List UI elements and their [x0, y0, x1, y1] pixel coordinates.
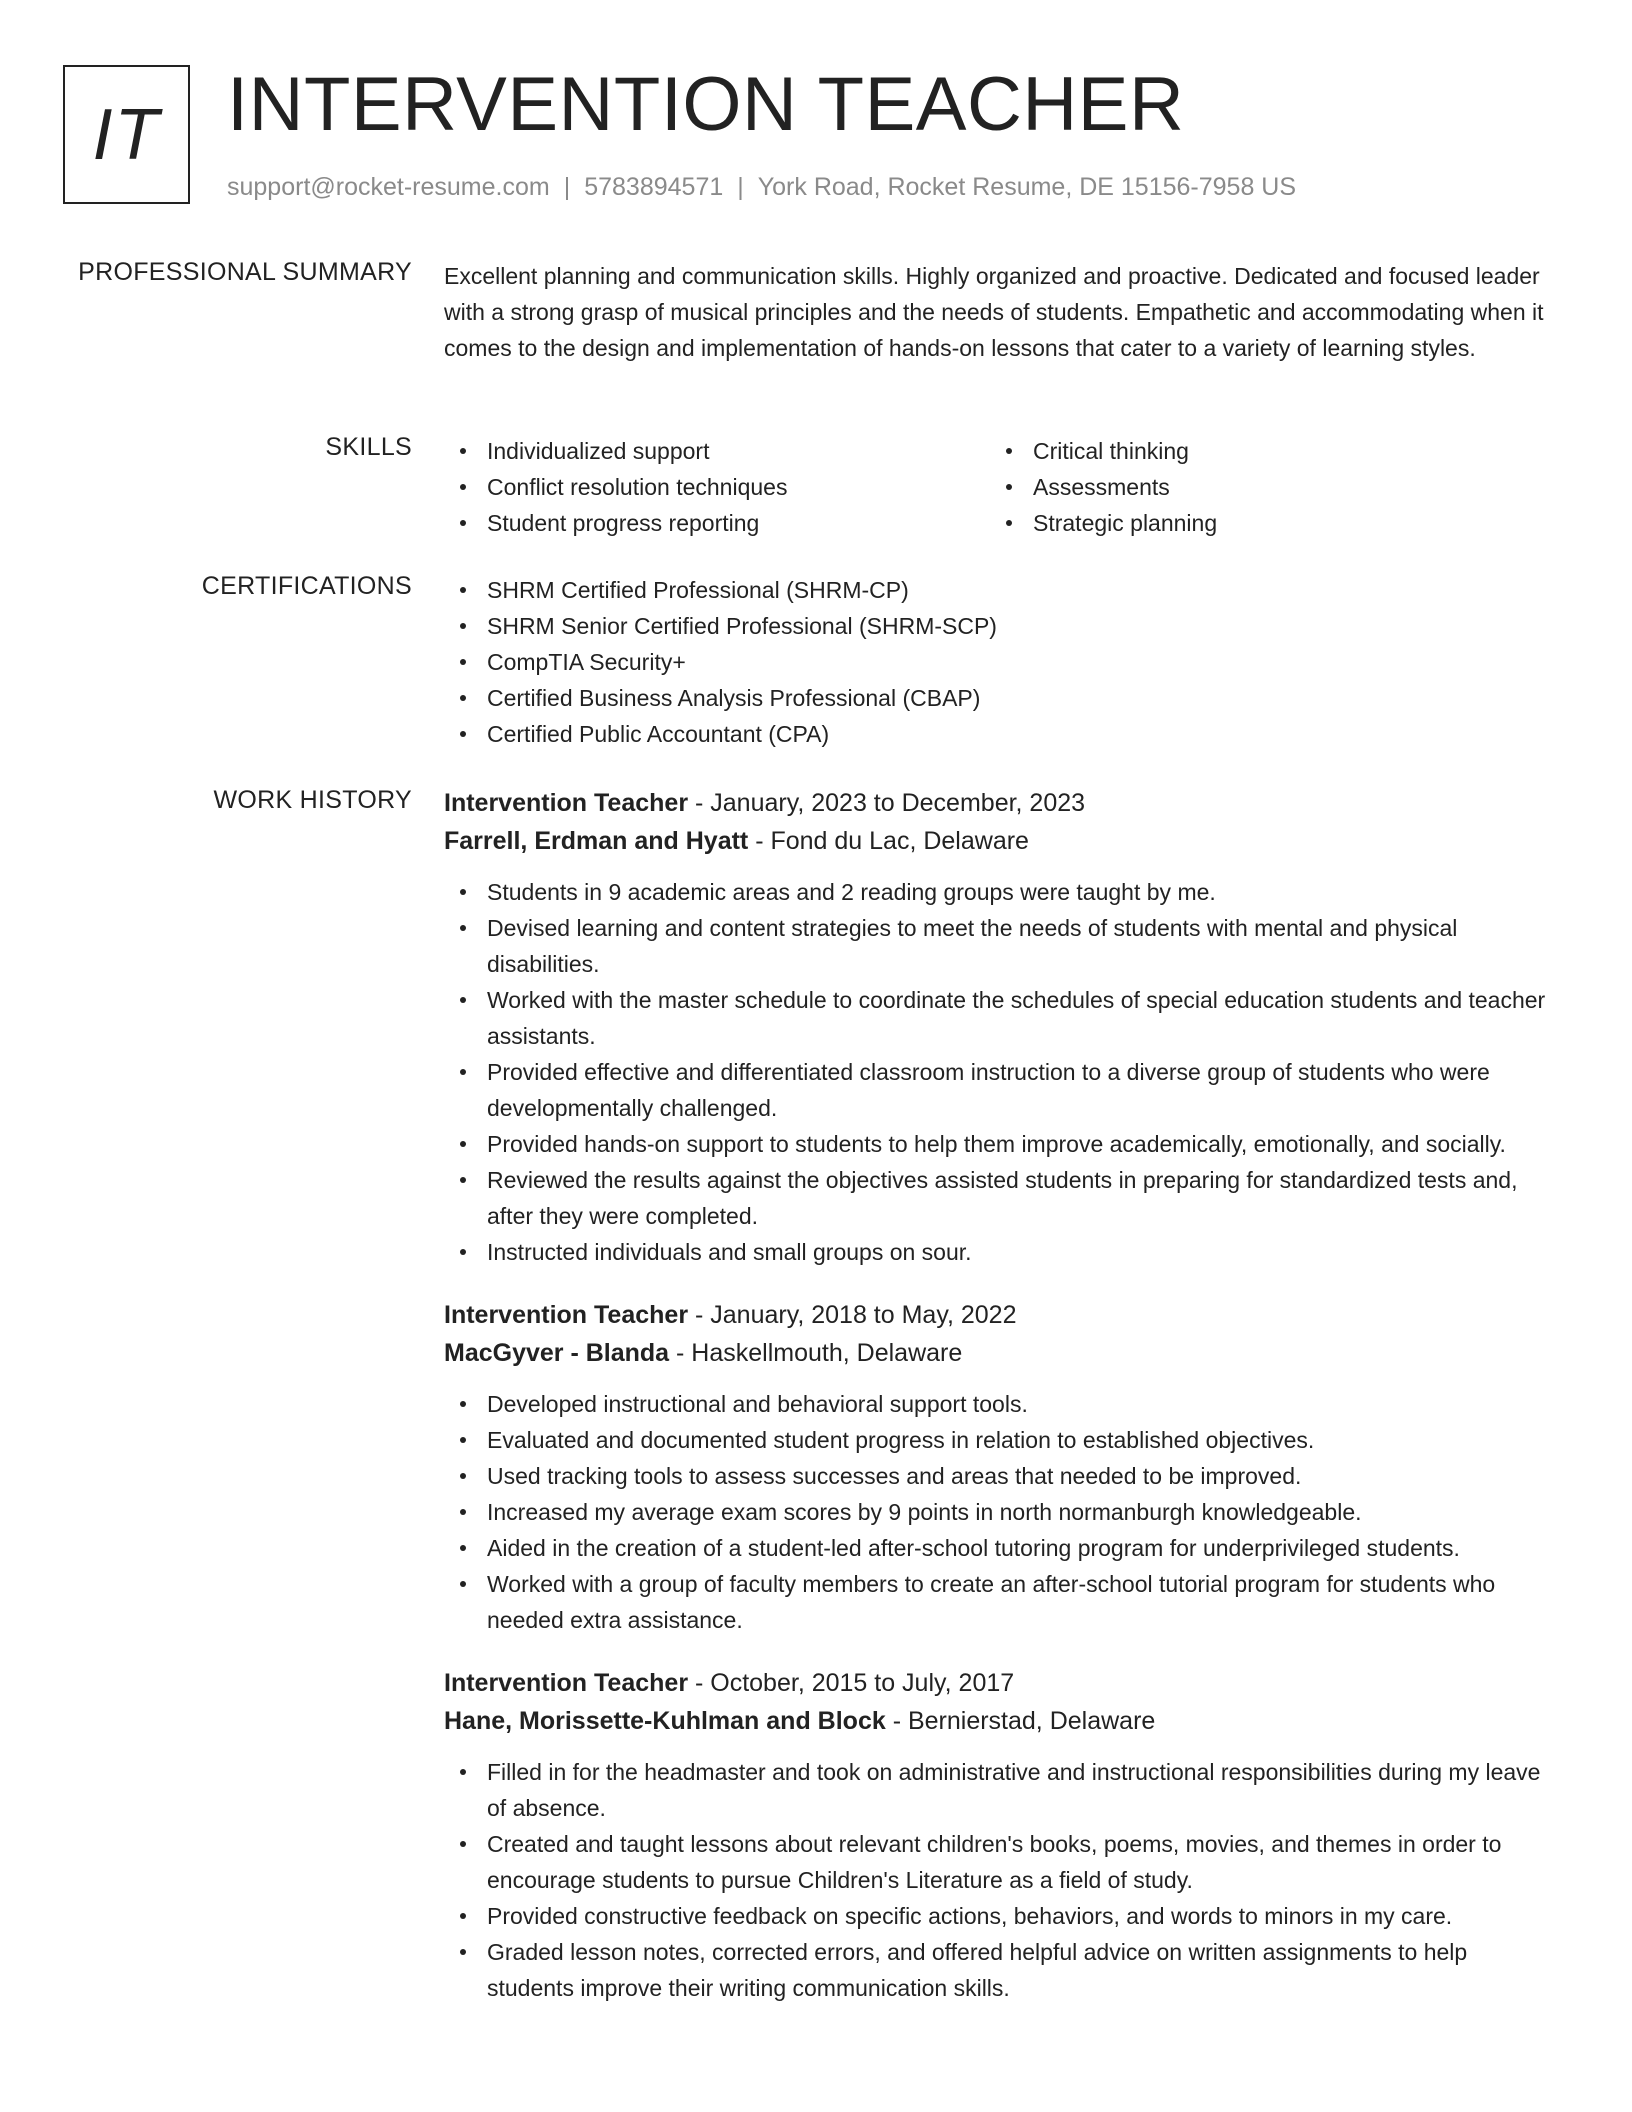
job-bullet: Provided constructive feedback on specific actions, behaviors, and words to minors in my care. — [444, 1898, 1559, 1934]
job-bullet: Graded lesson notes, corrected errors, and offered helpful advice on written assignments to help students improve their writing communication skills. — [444, 1934, 1559, 2006]
skills-list-right — [990, 433, 1536, 541]
certification-item: CompTIA Security+ — [444, 644, 1559, 680]
certification-item: Certified Public Accountant (CPA) — [444, 716, 1559, 752]
skill-item: Student progress reporting — [444, 505, 990, 541]
job-company-line — [444, 1334, 1559, 1372]
job-bullet: Aided in the creation of a student-led after-school tutoring program for underprivileged students. — [444, 1530, 1559, 1566]
certification-item: Certified Business Analysis Professional (CBAP) — [444, 680, 1559, 716]
job-entry — [444, 1296, 1559, 1638]
job-bullet: Increased my average exam scores by 9 points in north normanburgh knowledgeable. — [444, 1494, 1559, 1530]
job-role: Intervention Teacher — [444, 1669, 689, 1697]
job-role-line — [444, 1296, 1559, 1334]
job-bullets — [444, 1754, 1559, 2006]
job-role-line — [444, 1664, 1559, 1702]
work-history-title: WORK HISTORY — [213, 786, 412, 814]
skills-list-left — [444, 433, 990, 541]
job-bullets — [444, 1386, 1559, 1638]
contact-address: York Road, Rocket Resume, DE 15156-7958 US — [757, 173, 1297, 201]
skill-item: Conflict resolution techniques — [444, 469, 990, 505]
certifications-body — [444, 572, 1559, 752]
job-dates: - October, 2015 to July, 2017 — [688, 1669, 1015, 1697]
certifications-title: CERTIFICATIONS — [201, 572, 412, 600]
skill-item: Strategic planning — [990, 505, 1536, 541]
job-bullet: Devised learning and content strategies to meet the needs of students with mental and physical disabilities. — [444, 910, 1559, 982]
skill-item: Assessments — [990, 469, 1536, 505]
job-location: - Haskellmouth, Delaware — [669, 1339, 963, 1367]
certifications-list — [444, 572, 1559, 752]
job-bullets — [444, 874, 1559, 1270]
job-bullet: Worked with the master schedule to coordinate the schedules of special education students and teacher assistants. — [444, 982, 1559, 1054]
contact-phone[interactable]: 5783894571 — [584, 173, 724, 201]
job-company-line — [444, 1702, 1559, 1740]
resume-header — [63, 62, 1563, 215]
monogram-badge: IT — [63, 65, 190, 204]
job-bullet: Filled in for the headmaster and took on administrative and instructional responsibilities during my leave of absence. — [444, 1754, 1559, 1826]
job-bullet: Evaluated and documented student progress in relation to established objectives. — [444, 1422, 1559, 1458]
job-role: Intervention Teacher — [444, 1301, 689, 1329]
skills-body — [444, 433, 1559, 541]
job-bullet: Worked with a group of faculty members to create an after-school tutorial program for students who needed extra assistance. — [444, 1566, 1559, 1638]
skill-item: Individualized support — [444, 433, 990, 469]
work-history-body — [444, 784, 1559, 2006]
job-bullet: Used tracking tools to assess successes and areas that needed to be improved. — [444, 1458, 1559, 1494]
job-location: - Fond du Lac, Delaware — [748, 827, 1029, 855]
job-entry — [444, 784, 1559, 1270]
certification-item: SHRM Certified Professional (SHRM-CP) — [444, 572, 1559, 608]
page-title: INTERVENTION TEACHER — [227, 62, 1185, 147]
job-bullet: Provided hands-on support to students to help them improve academically, emotionally, and socially. — [444, 1126, 1559, 1162]
skill-item: Critical thinking — [990, 433, 1536, 469]
job-company: Farrell, Erdman and Hyatt — [444, 827, 749, 855]
certification-item: SHRM Senior Certified Professional (SHRM-SCP) — [444, 608, 1559, 644]
contact-line — [227, 173, 1296, 202]
summary-title: PROFESSIONAL SUMMARY — [78, 258, 412, 286]
job-role-line — [444, 784, 1559, 822]
job-company: MacGyver - Blanda — [444, 1339, 670, 1367]
job-bullet: Instructed individuals and small groups on sour. — [444, 1234, 1559, 1270]
contact-email[interactable]: support@rocket-resume.com — [227, 173, 550, 201]
job-company-line — [444, 822, 1559, 860]
job-role: Intervention Teacher — [444, 789, 689, 817]
job-location: - Bernierstad, Delaware — [885, 1707, 1156, 1735]
job-company: Hane, Morissette-Kuhlman and Block — [444, 1707, 886, 1735]
job-dates: - January, 2018 to May, 2022 — [688, 1301, 1017, 1329]
job-bullet: Students in 9 academic areas and 2 reading groups were taught by me. — [444, 874, 1559, 910]
job-dates: - January, 2023 to December, 2023 — [688, 789, 1086, 817]
job-bullet: Reviewed the results against the objectives assisted students in preparing for standardized tests and, after they were completed. — [444, 1162, 1559, 1234]
skills-title: SKILLS — [325, 433, 412, 461]
summary-text: Excellent planning and communication skills. Highly organized and proactive. Dedicated and focused leader with a strong grasp of musical principles and the needs of students. Empathetic and accommodating when it comes to the design and implementation of hands-on lessons that cater to a variety of learning styles. — [444, 263, 1544, 361]
job-bullet: Created and taught lessons about relevant children's books, poems, movies, and themes in order to encourage students to pursue Children's Literature as a field of study. — [444, 1826, 1559, 1898]
job-bullet: Provided effective and differentiated classroom instruction to a diverse group of students who were developmentally challenged. — [444, 1054, 1559, 1126]
job-bullet: Developed instructional and behavioral support tools. — [444, 1386, 1559, 1422]
job-entry — [444, 1664, 1559, 2006]
contact-separator: | — [737, 173, 744, 201]
contact-separator: | — [563, 173, 571, 201]
